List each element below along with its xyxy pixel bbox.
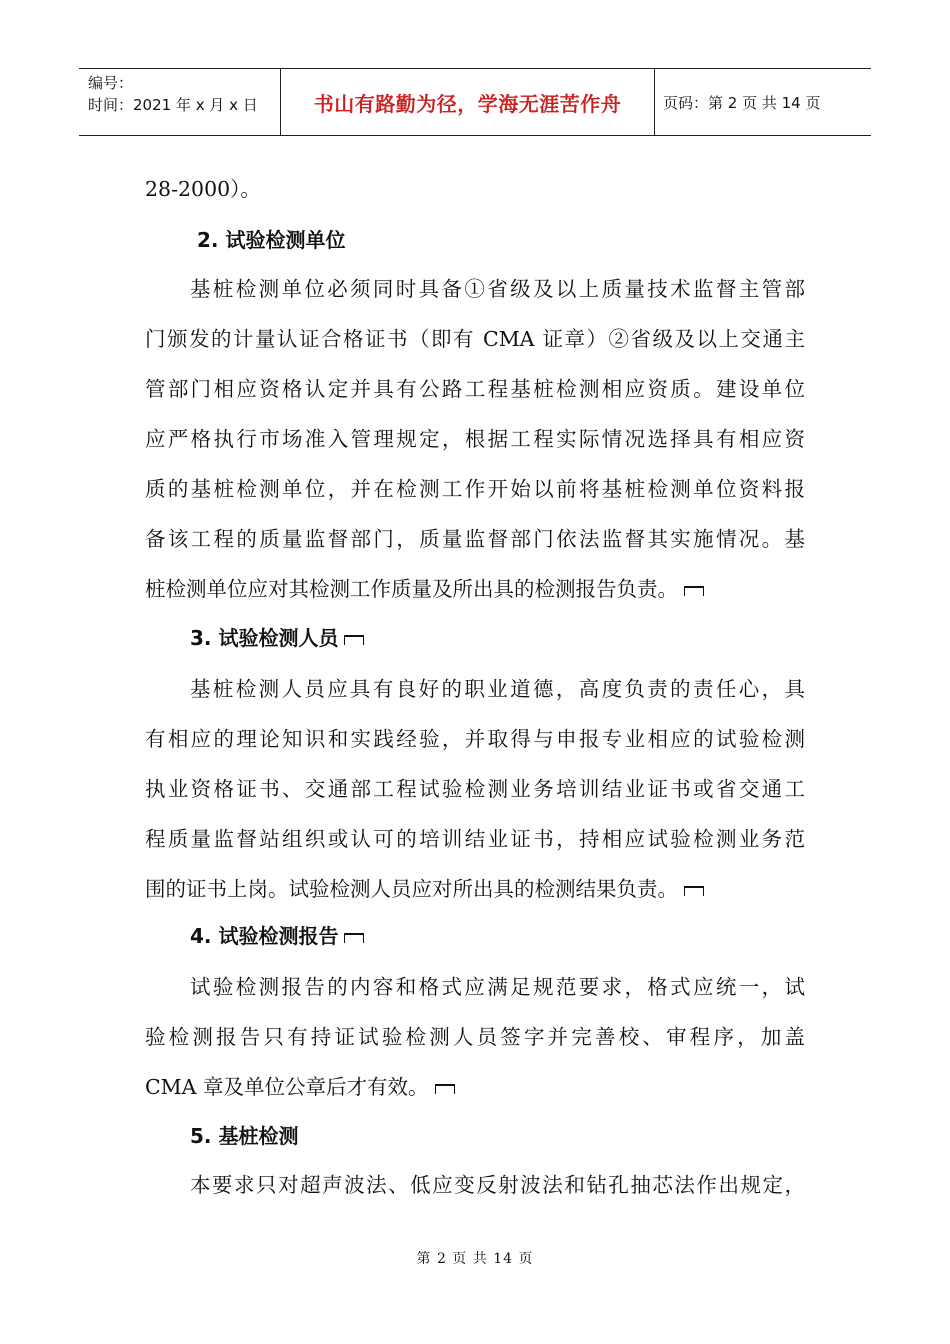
paragraph-line: 本要求只对超声波法、低应变反射波法和钻孔抽芯法作出规定， [190,1173,805,1197]
page-info: 页码：第 2 页 共 14 页 [663,93,821,112]
section-5-heading: 5. 基桩检测 [190,1124,299,1148]
header-meta [79,69,281,135]
paragraph-line-end [145,872,704,902]
section-3-heading [190,622,364,651]
paragraph-line: 验检测报告只有持证试验检测人员签字并完善校、审程序，加盖 [145,1025,805,1049]
heading-text: 3. 试验检测人员 [190,626,339,650]
paragraph-line: 程质量监督站组织或认可的培训结业证书，持相应试验检测业务范 [145,827,805,851]
time-label: 时间：2021 年 x 月 x 日 [88,96,258,114]
motto: 书山有路勤为径，学海无涯苦作舟 [313,91,622,116]
paragraph-line-end [145,1070,455,1100]
page-footer: 第 2 页 共 14 页 [416,1251,534,1267]
paragraph-mark-icon [684,586,704,596]
paragraph-line-end [145,572,704,602]
paragraph-line: 应严格执行市场准入管理规定，根据工程实际情况选择具有相应资 [145,427,805,451]
paragraph-line: 备该工程的质量监督部门，质量监督部门依法监督其实施情况。基 [145,527,805,551]
paragraph-line: 执业资格证书、交通部工程试验检测业务培训结业证书或省交通工 [145,777,805,801]
section-4-heading [190,920,364,949]
paragraph-line: 基桩检测单位必须同时具备①省级及以上质量技术监督主管部 [190,277,805,301]
header-motto-cell [281,69,655,135]
paragraph-mark-icon [344,635,364,645]
paragraph-mark-icon [344,933,364,943]
paragraph-mark-icon [435,1084,455,1094]
number-label: 编号： [88,74,134,92]
paragraph-line: 有相应的理论知识和实践经验，并取得与申报专业相应的试验检测 [145,727,805,751]
heading-text: 4. 试验检测报告 [190,924,339,948]
paragraph-text: CMA 章及单位公章后才有效。 [145,1075,429,1099]
paragraph-mark-icon [684,886,704,896]
paragraph-line: 试验检测报告的内容和格式应满足规范要求，格式应统一，试 [190,975,805,999]
paragraph-text: 围的证书上岗。试验检测人员应对所出具的检测结果负责。 [145,877,678,901]
section-2-heading: 2. 试验检测单位 [197,228,346,252]
header-table [79,68,871,136]
paragraph-line: 质的基桩检测单位，并在检测工作开始以前将基桩检测单位资料报 [145,477,805,501]
continuation-line: 28-2000）。 [145,177,261,201]
paragraph-line: 基桩检测人员应具有良好的职业道德，高度负责的责任心，具 [190,677,805,701]
paragraph-line: 门颁发的计量认证合格证书（即有 CMA 证章）②省级及以上交通主 [145,327,805,351]
paragraph-text: 桩检测单位应对其检测工作质量及所出具的检测报告负责。 [145,577,678,601]
paragraph-line: 管部门相应资格认定并具有公路工程基桩检测相应资质。建设单位 [145,377,805,401]
